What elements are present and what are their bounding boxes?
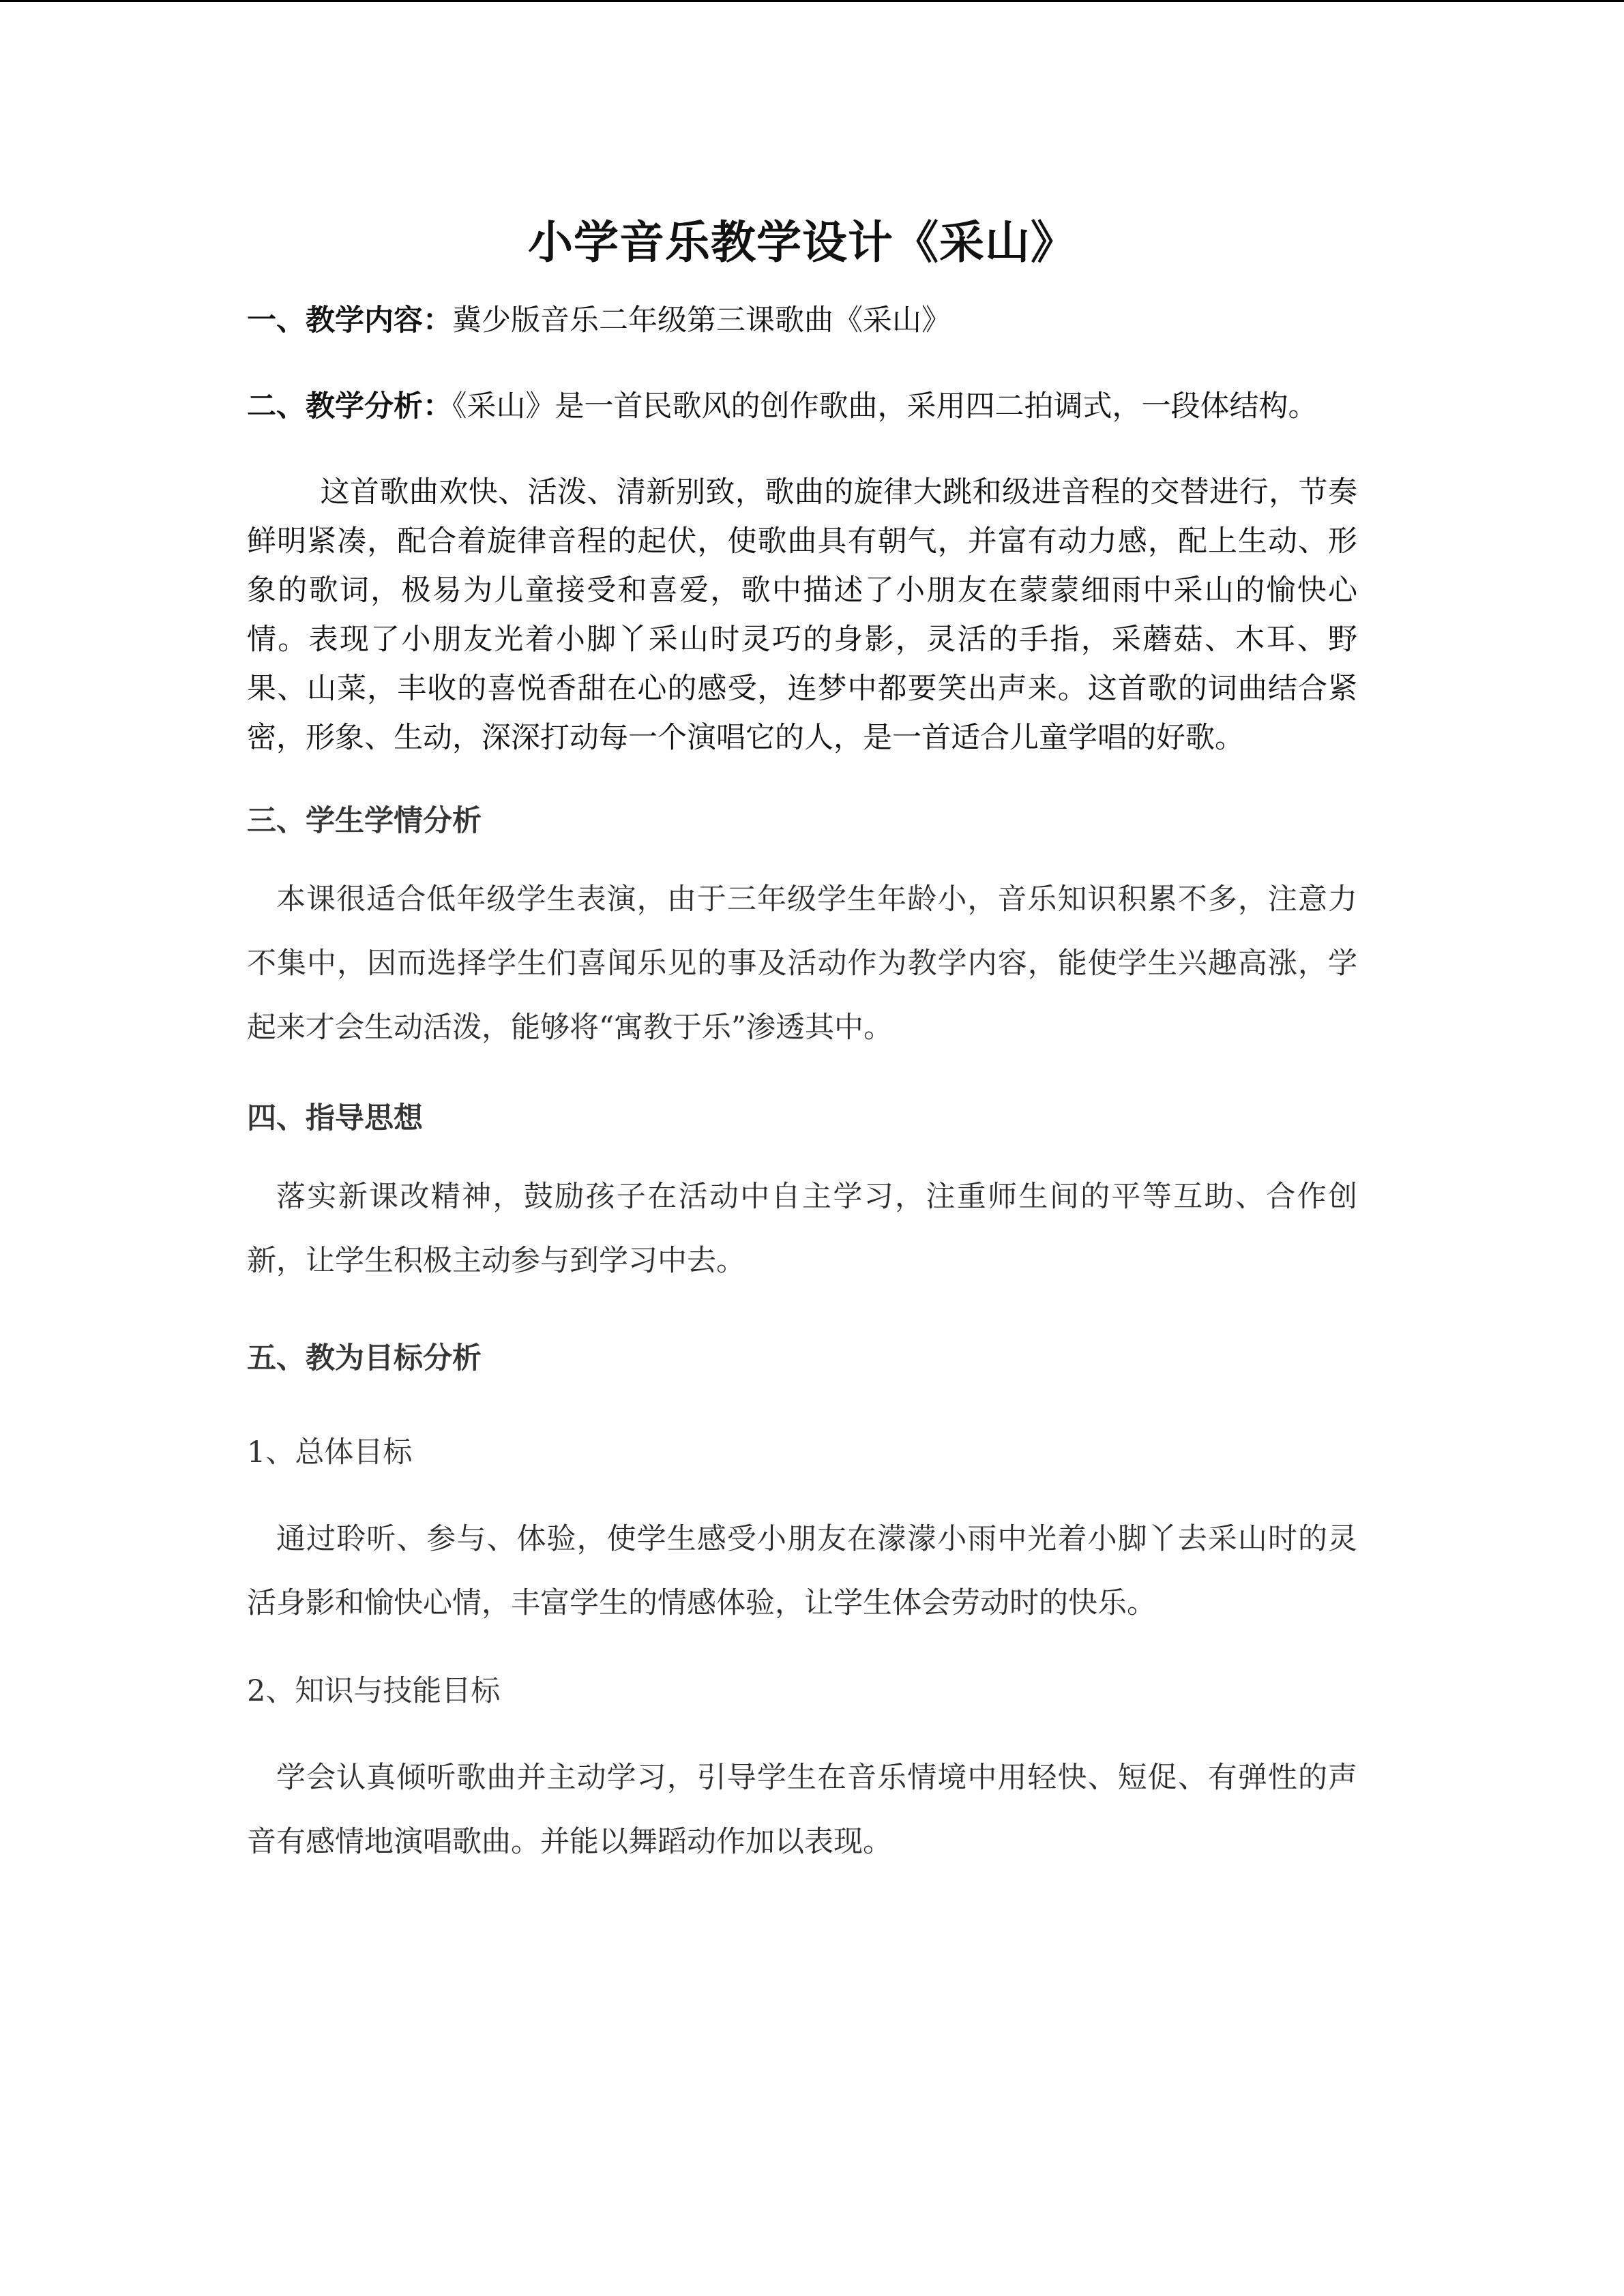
paragraph-song-description: 这首歌曲欢快、活泼、清新别致，歌曲的旋律大跳和级进音程的交替进行，节奏鲜明紧凑，配合着旋律音程的起伏，使歌曲具有朝气，并富有动力感，配上生动、形象的歌词，极易为儿童接受和喜爱，歌中描述了小朋友在蒙蒙细雨中采山的愉快心情。表现了小朋友光着小脚丫采山时灵巧的身影，灵活的手指，采蘑菇、木耳、野果、山菜，丰收的喜悦香甜在心的感受，连梦中都要笑出声来。这首歌的词曲结合紧密，形象、生动，深深打动每一个演唱它的人，是一首适合儿童学唱的好歌。	[247, 475, 1357, 755]
section-heading-guiding-ideas: 四、指导思想	[247, 1101, 423, 1135]
section-heading-goal-analysis: 五、教为目标分析	[247, 1341, 482, 1375]
paragraph-knowledge-skill-goal: 学会认真倾听歌曲并主动学习，引导学生在音乐情境中用轻快、短促、有弹性的声音有感情地演唱歌曲。并能以舞蹈动作加以表现。	[247, 1761, 1357, 1859]
paragraph-student-analysis: 本课很适合低年级学生表演，由于三年级学生年龄小，音乐知识积累不多，注意力不集中，因而选择学生们喜闻乐见的事及活动作为教学内容，能使学生兴趣高涨，学起来才会生动活泼，能够将“寓教于乐”渗透其中。	[247, 882, 1357, 1045]
subheading-knowledge-skill-goal: 2、知识与技能目标	[247, 1674, 501, 1708]
section-text-teaching-analysis: 《采山》是一首民歌风的创作歌曲，采用四二拍调式，一段体结构。	[452, 389, 1318, 423]
document-page	[247, 198, 1357, 1874]
section-label-teaching-analysis: 二、教学分析：	[247, 389, 452, 423]
section-label-teaching-content: 一、教学内容：	[247, 303, 452, 338]
section-teaching-analysis	[247, 382, 1357, 431]
paragraph-guiding-ideas: 落实新课改精神，鼓励孩子在活动中自主学习，注重师生间的平等互助、合作创新，让学生积极主动参与到学习中去。	[247, 1180, 1357, 1278]
paragraph-overall-goal: 通过聆听、参与、体验，使学生感受小朋友在濛濛小雨中光着小脚丫去采山时的灵活身影和愉快心情，丰富学生的情感体验，让学生体会劳动时的快乐。	[247, 1522, 1357, 1620]
section-text-teaching-content: 冀少版音乐二年级第三课歌曲《采山》	[452, 303, 951, 338]
subheading-overall-goal: 1、总体目标	[247, 1435, 413, 1470]
document-title: 小学音乐教学设计《采山》	[528, 215, 1076, 269]
section-teaching-content	[247, 296, 1357, 345]
section-heading-student-analysis: 三、学生学情分析	[247, 804, 482, 838]
page-top-border	[0, 0, 1624, 2]
